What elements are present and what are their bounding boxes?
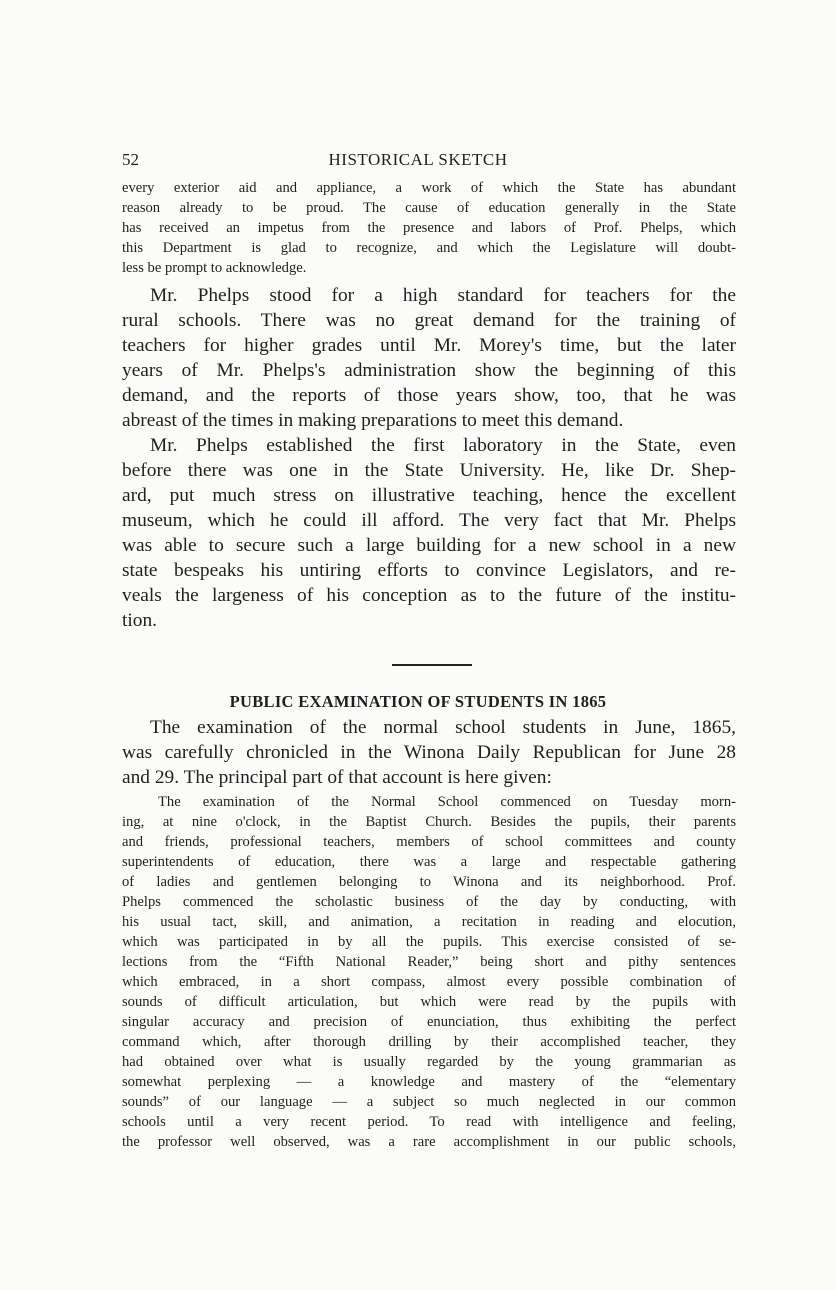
- paragraph-quote-continuation: [122, 178, 736, 278]
- text-line: of ladies and gentlemen belonging to Winona and its neighborhood. Prof.: [122, 874, 736, 890]
- page-number: 52: [122, 150, 139, 169]
- text-line: sounds of difficult articulation, but which were read by the pupils with: [122, 994, 736, 1010]
- paragraph-laboratory: [122, 433, 736, 633]
- text-line: The examination of the Normal School commenced on Tuesday morn-: [158, 794, 736, 810]
- text-line: his usual tact, skill, and animation, a recitation in reading and elocution,: [122, 914, 736, 930]
- text-line: somewhat perplexing — a knowledge and mastery of the “elementary: [122, 1074, 736, 1090]
- text-line: superintendents of education, there was a large and respectable gathering: [122, 854, 736, 870]
- text-line: teachers for higher grades until Mr. Morey's time, but the later: [122, 335, 736, 356]
- text-line: rural schools. There was no great demand for the training of: [122, 310, 736, 331]
- text-line: demand, and the reports of those years show, too, that he was: [122, 385, 736, 406]
- text-line: ard, put much stress on illustrative teaching, hence the excellent: [122, 485, 736, 506]
- text-line: had obtained over what is usually regarded by the young grammarian as: [122, 1054, 736, 1070]
- text-line: and friends, professional teachers, members of school committees and county: [122, 834, 736, 850]
- text-line: and 29. The principal part of that account is here given:: [122, 767, 552, 788]
- text-line: tion.: [122, 610, 158, 631]
- text-line: abreast of the times in making preparations to meet this demand.: [122, 410, 624, 431]
- paragraph-examination-intro: [122, 715, 736, 790]
- text-line: the professor well observed, was a rare accomplishment in our public schools,: [122, 1134, 736, 1150]
- text-line: Mr. Phelps stood for a high standard for teachers for the: [150, 285, 736, 306]
- running-title: HISTORICAL SKETCH: [328, 150, 508, 169]
- text-line: every exterior aid and appliance, a work of which the State has abundant: [122, 180, 736, 196]
- paragraph-standards: [122, 283, 736, 433]
- text-line: sounds” of our language — a subject so much neglected in our common: [122, 1094, 736, 1110]
- text-line: command which, after thorough drilling by their accomplished teacher, they: [122, 1034, 736, 1050]
- section-heading: PUBLIC EXAMINATION OF STUDENTS IN 1865: [229, 692, 607, 711]
- text-line: which was participated in by all the pupils. This exercise consisted of se-: [122, 934, 736, 950]
- text-line: reason already to be proud. The cause of education generally in the State: [122, 200, 736, 216]
- text-line: lections from the “Fifth National Reader,” being short and pithy sentences: [122, 954, 736, 970]
- text-line: years of Mr. Phelps's administration show the beginning of this: [122, 360, 736, 381]
- text-line: Mr. Phelps established the first laboratory in the State, even: [150, 435, 736, 456]
- text-line: museum, which he could ill afford. The very fact that Mr. Phelps: [122, 510, 736, 531]
- text-line: was carefully chronicled in the Winona Daily Republican for June 28: [122, 742, 736, 763]
- text-line: ing, at nine o'clock, in the Baptist Church. Besides the pupils, their parents: [122, 814, 736, 830]
- text-line: Phelps commenced the scholastic business of the day by conducting, with: [122, 894, 736, 910]
- text-line: was able to secure such a large building for a new school in a new: [122, 535, 736, 556]
- text-line: this Department is glad to recognize, and which the Legislature will doubt-: [122, 240, 736, 256]
- section-divider: [392, 664, 472, 666]
- text-line: veals the largeness of his conception as to the future of the institu-: [122, 585, 736, 606]
- text-line: less be prompt to acknowledge.: [122, 260, 307, 276]
- text-line: schools until a very recent period. To read with intelligence and feeling,: [122, 1114, 736, 1130]
- text-line: The examination of the normal school students in June, 1865,: [150, 717, 736, 738]
- text-line: before there was one in the State University. He, like Dr. Shep-: [122, 460, 736, 481]
- text-line: which embraced, in a short compass, almost every possible combination of: [122, 974, 736, 990]
- text-line: singular accuracy and precision of enunciation, thus exhibiting the perfect: [122, 1014, 736, 1030]
- text-line: state bespeaks his untiring efforts to convince Legislators, and re-: [122, 560, 736, 581]
- paragraph-newspaper-quote: [122, 792, 736, 1152]
- text-line: has received an impetus from the presence and labors of Prof. Phelps, which: [122, 220, 736, 236]
